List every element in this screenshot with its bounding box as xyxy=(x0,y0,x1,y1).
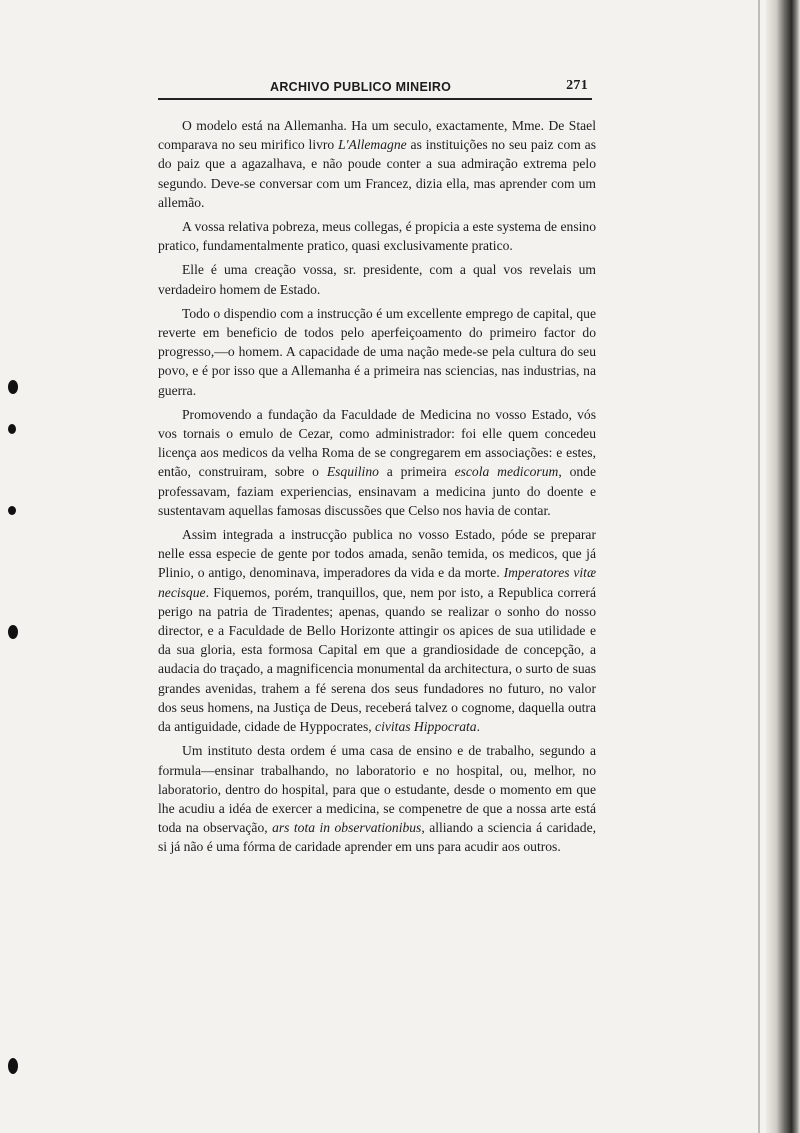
text-run: , onde professavam, faziam experiencias, ensinavam a medicina junto do doente e sustentavam aquellas famosas discussões que Celso nos havia de contar. xyxy=(158,464,597,518)
margin-ink-mark xyxy=(8,625,18,639)
text-run: a primeira xyxy=(378,464,455,480)
text-run: A vossa relativa pobreza, meus collegas, é propicia a este systema de ensino pratico, fundamentalmente pratico, quasi exclusivamente pratico. xyxy=(158,219,596,254)
text-run: as instituições no seu paiz com as do paiz que a agazalhava, e não poude conter a sua admiração extrema pelo segundo. Deve-se conversar com um Francez, dizia ella, mas aprender com um allemão. xyxy=(158,137,596,210)
italic-text: ars tota in observationibus xyxy=(272,820,422,836)
text-run: Todo o dispendio com a instrucção é um excellente emprego de capital, que reverte em beneficio de todos pelo aperfeiçoamento do primeiro factor do progresso,—o homem. A capacidade de uma nação mede-se pela cultura do seu povo, e é por isso que a Allemanha é a primeira nas sciencias, nas industrias, na guerra. xyxy=(158,305,596,398)
paragraph xyxy=(158,116,596,212)
italic-text: Esquilino xyxy=(326,464,379,480)
paragraph xyxy=(158,741,596,856)
scan-page-edge xyxy=(766,0,800,1133)
paragraph xyxy=(158,304,596,400)
text-run: Promovendo a fundação da Faculdade de Medicina no vosso Estado, vós vos tornais o emulo de Cezar, como administrador: foi elle quem concedeu licença aos medicos da velha Roma de se congregarem em associações: e estes, então, construiram, sobre o xyxy=(158,406,596,480)
text-run: Um instituto desta ordem é uma casa de ensino e de trabalho, segundo a formula—ensinar trabalhando, no laboratorio e no hospital, ou, melhor, no laboratorio, dentro do hospital, para que o estudante, desde o momento em que lhe acudiu a idéa de exercer a medicina, se compenetre de que a nossa arte está toda na observação, xyxy=(158,743,596,836)
text-run: O modelo está na Allemanha. Ha um seculo, exactamente, Mme. De Stael comparava no seu mirifico livro xyxy=(158,118,596,153)
text-run: Elle é uma creação vossa, sr. presidente, com a qual vos revelais um verdadeiro homem de Estado. xyxy=(158,262,596,297)
margin-ink-mark xyxy=(8,424,16,434)
text-run: Assim integrada a instrucção publica no vosso Estado, póde se preparar nelle essa especie de gente por todos amada, senão temida, os medicos, que já Plinio, o antigo, denominava, imperadores da vida e da morte. xyxy=(158,527,596,581)
running-title: ARCHIVO PUBLICO MINEIRO xyxy=(270,80,452,94)
page-header xyxy=(158,78,592,100)
paragraph xyxy=(158,405,596,520)
paragraph xyxy=(158,525,596,736)
text-run: . Fiquemos, porém, tranquillos, que, nem por isto, a Republica correrá perigo na patria de Tiradentes; apenas, quando se realizar o sonho do nosso director, e a Faculdade de Bello Horizonte attingir os apices de sua utilidade e da sua gloria, esta formosa Capital em que a grandiosidade de concepção, a audacia do traçado, a magnificencia monumental da architectura, o surto de suas grandes avenidas, trahem a fé serena dos seus fundadores no futuro, no valor dos seus homens, na Justiça de Deus, receberá talvez o cognome, daquella outra da antiguidade, cidade de Hyppocrates, xyxy=(158,584,596,735)
italic-text: Imperatores vitæ necisque xyxy=(158,565,597,600)
body-text xyxy=(158,116,596,862)
paragraph xyxy=(158,260,596,298)
paragraph xyxy=(158,217,596,255)
italic-text: civitas Hippocrata xyxy=(375,719,477,735)
italic-text: escola medicorum xyxy=(454,464,559,480)
margin-ink-mark xyxy=(8,380,18,394)
scan-binding-line xyxy=(758,0,760,1133)
text-run: , alliando a sciencia á caridade, si já não é uma fórma de caridade aprender em uns para acudir aos outros. xyxy=(158,820,597,855)
margin-ink-mark xyxy=(8,506,16,515)
text-run: . xyxy=(476,719,481,735)
italic-text: L'Allemagne xyxy=(338,137,407,153)
page-number: 271 xyxy=(566,78,588,93)
margin-ink-mark xyxy=(8,1058,18,1074)
